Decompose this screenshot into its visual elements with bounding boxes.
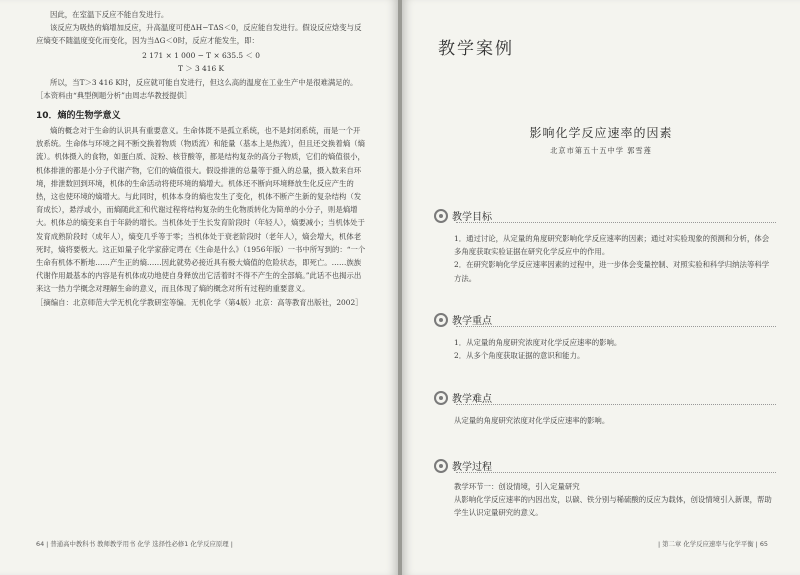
formula-inequality: 2 171 × 1 000 − T × 635.5 ＜ 0 [142, 50, 260, 60]
paragraph-entropy-reaction: 该反应为吸热的熵增加反应，升高温度可使ΔH−TΔS＜0，反应能自发进行。假设反应焓变与反应熵变不随温度变化而变化，因为当ΔG＜0时，反应才能发生，即： [36, 23, 362, 46]
section-bullet-icon [434, 391, 448, 405]
difficulty-item: 从定量的角度研究浓度对化学反应速率的影响。 [454, 416, 610, 425]
paragraph-entropy-biology: 熵的概念对于生命的认识具有重要意义。生命体既不是孤立系统，也不是封闭系统，而是一个开放系统。生命体与环境之间不断交换着物质（物质流）和能量（基本上是热流），但且还交换着熵（熵流）。机体摄入的食物，如蛋白质、淀粉、核苷酸等，都是结构复杂的高分子物质，它们的熵值很小，机体排泄的都是小分子代谢产物，它们的熵值很大。假设排泄的总量等于摄入的总量，摄入数来自环境，排泄数回到环境，机体的生命活动将使环境的熵增大。机体还不断向环境释放生化反应产生的热，这也使环境的熵增大。与此同时，机体本身的熵也发生了变化，机体不断产生新的复杂结构（发育成长），悬浮或小，而熵随此汇和代谢过程将结构复杂的生化物质转化为简单的小分子，则是熵增大。机体总的熵变来自于年龄的增长。当机体处于生长发育阶段时（年轻人），熵要减小；当机体处于发育成熟阶段时（成年人），熵变几乎等于零；当机体处于衰老阶段时（老年人），熵会增大，机体老死时，熵将要极大。这正如量子化学家薛定谔在《生命是什么》（1956年版）一书中所写到的：“一个生命有机体不断地……产生正的熵……因此就势必接近具有极大熵值的危险状态，即死亡。……族族代谢作用最基本的内容是有机体成功地使自身释放出它活着时不得不产生的全部熵。”此话不也揭示出来这一热力学概念对理解生命的意义，而且体现了熵的概念对所有过程的重要意义。 [36, 126, 366, 294]
left-page [0, 0, 398, 575]
objective-item: 2．在研究影响化学反应速率因素的过程中，进一步体会变量控制、对照实验和科学归纳法等科学方法。 [454, 260, 770, 283]
section-bullet-icon [434, 313, 448, 327]
key-point-item: 1．从定量的角度研究浓度对化学反应速率的影响。 [454, 338, 622, 347]
section-label: 教学重点 [452, 316, 492, 327]
section-label: 教学过程 [452, 462, 492, 473]
formula-temperature: T ＞ 3 416 K [177, 63, 225, 73]
article-title: 影响化学反应速率的因素 [529, 126, 673, 140]
left-footer: 64 | 普通高中教科书 教师教学用书 化学 选择性必修1 化学反应原理 | [36, 540, 233, 548]
paragraph-citation: ［摘编自：北京师范大学无机化学教研室等编．无机化学（第4版）北京：高等教育出版社，2002］ [36, 297, 363, 307]
section-heading-entropy-biology: 10．熵的生物学意义 [36, 111, 121, 122]
case-title: 教学案例 [438, 39, 514, 59]
section-bullet-icon [434, 209, 448, 223]
right-footer: | 第二章 化学反应速率与化学平衡 | 65 [657, 540, 768, 548]
section-divider [456, 326, 776, 327]
section-difficulties [434, 390, 492, 405]
section-divider [456, 472, 776, 473]
process-step-text: 从影响化学反应速率的内因出发，以碳、铁分别与稀硫酸的反应为载体，创设情境引入新课，帮助学生认识定量研究的意义。 [454, 495, 772, 518]
section-process [434, 458, 492, 473]
right-page [402, 0, 800, 575]
section-label: 教学目标 [452, 212, 492, 223]
paragraph-source-note: ［本资料由“典型例题分析”由周志华教授提供］ [36, 90, 192, 100]
section-key-points [434, 312, 492, 327]
process-step-title: 教学环节一：创设情境，引入定量研究 [454, 482, 580, 491]
paragraph-conclusion: 因此，在室温下反应不能自发进行。 [50, 10, 169, 19]
article-author: 北京市第五十五中学 郭雪莲 [550, 146, 652, 155]
difficulties-content [454, 414, 774, 427]
section-divider [456, 404, 776, 405]
section-objectives [434, 208, 492, 223]
objectives-content [454, 232, 774, 285]
section-divider [456, 222, 776, 223]
key-points-content [454, 336, 774, 362]
key-point-item: 2．从多个角度获取证据的意识和能力。 [454, 351, 585, 361]
objective-item: 1．通过讨论，从定量的角度研究影响化学反应速率的因素；通过对实验现象的预测和分析，体会多角度获取实验证据在研究化学反应中的作用。 [454, 234, 770, 257]
section-label: 教学难点 [452, 394, 492, 405]
left-text-top [36, 8, 366, 309]
paragraph-temperature-result: 所以，当T＞3 416 K时，反应就可能自发进行，但这么高的温度在工业生产中是很难满足的。 [50, 77, 358, 87]
process-content [454, 480, 774, 520]
section-bullet-icon [434, 459, 448, 473]
